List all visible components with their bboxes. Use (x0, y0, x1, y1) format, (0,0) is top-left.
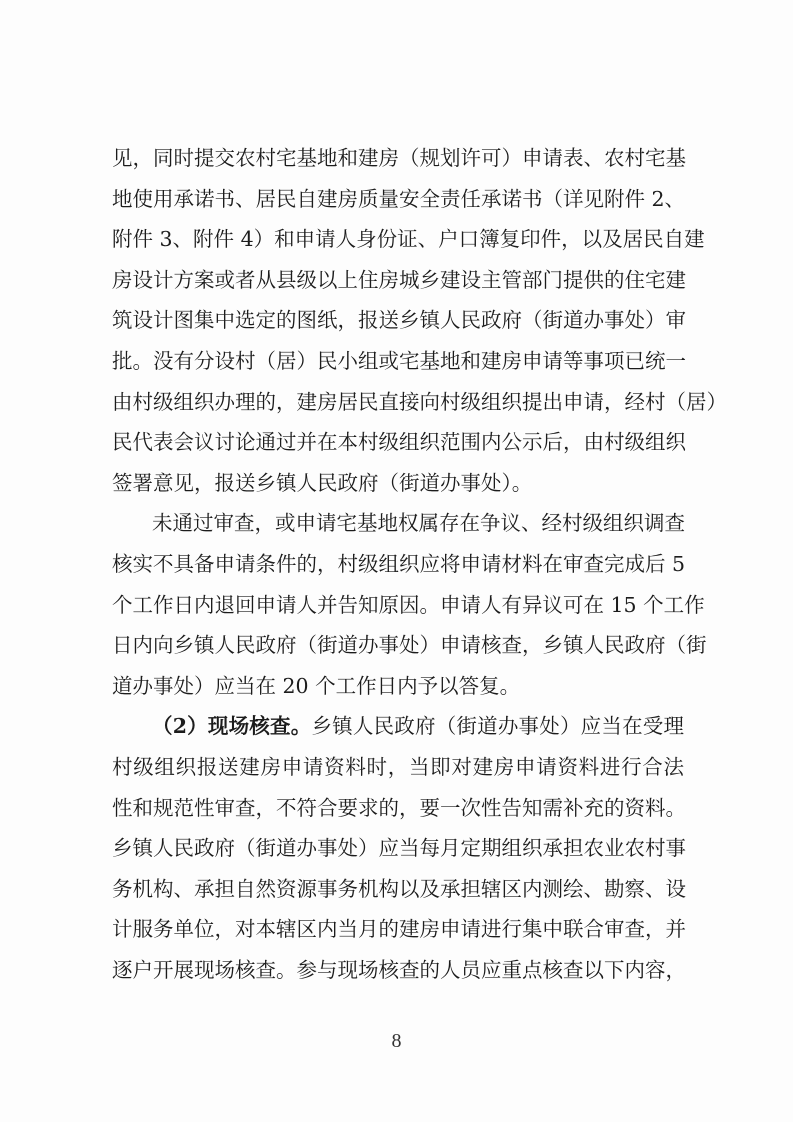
paragraph-line: 签署意见，报送乡镇人民政府（街道办事处）。 (112, 470, 533, 495)
section-heading: （2）现场核查。 (152, 714, 312, 739)
paragraph-line: 民代表会议讨论通过并在本村级组织范围内公示后，由村级组织 (112, 430, 686, 455)
paragraph-line: 批。没有分设村（居）民小组或宅基地和建房申请等事项已统一 (112, 348, 686, 373)
paragraph-line: 逐户开展现场核查。参与现场核查的人员应重点核查以下内容， (112, 957, 686, 982)
paragraph-line: 地使用承诺书、居民自建房质量安全责任承诺书（详见附件 2、 (112, 186, 686, 211)
paragraph-line: 个工作日内退回申请人并告知原因。申请人有异议可在 15 个工作 (112, 592, 705, 617)
body-text (112, 138, 727, 990)
paragraph-line: 由村级组织办理的，建房居民直接向村级组织提出申请，经村（居） (112, 389, 727, 414)
page-number: 8 (391, 1030, 402, 1052)
paragraph-line: 乡镇人民政府（街道办事处）应当每月定期组织承担农业农村事 (112, 836, 686, 861)
paragraph-line: 计服务单位，对本辖区内当月的建房申请进行集中联合审查，并 (112, 917, 686, 942)
paragraph-line: 村级组织报送建房申请资料时，当即对建房申请资料进行合法 (112, 754, 684, 779)
section-heading-line (112, 706, 684, 747)
paragraph-line: 未通过审查，或申请宅基地权属存在争议、经村级组织调查 (152, 511, 685, 536)
paragraph-line: 日内向乡镇人民政府（街道办事处）申请核查，乡镇人民政府（街 (112, 633, 707, 658)
paragraph-line: 筑设计图集中选定的图纸，报送乡镇人民政府（街道办事处）审 (112, 308, 686, 333)
paragraph-line-text: 乡镇人民政府（街道办事处）应当在受理 (311, 714, 685, 739)
paragraph-line: 务机构、承担自然资源事务机构以及承担辖区内测绘、勘察、设 (112, 876, 686, 901)
paragraph-line: 核实不具备申请条件的，村级组织应将申请材料在审查完成后 5 (112, 551, 686, 576)
paragraph-line: 性和规范性审查，不符合要求的，要一次性告知需补充的资料。 (112, 795, 686, 820)
paragraph-line: 道办事处）应当在 20 个工作日内予以答复。 (112, 673, 521, 698)
paragraph-line: 见，同时提交农村宅基地和建房（规划许可）申请表、农村宅基 (112, 146, 686, 170)
paragraph-line: 房设计方案或者从县级以上住房城乡建设主管部门提供的住宅建 (112, 267, 686, 292)
paragraph-line: 附件 3、附件 4）和申请人身份证、户口簿复印件，以及居民自建 (112, 227, 705, 252)
